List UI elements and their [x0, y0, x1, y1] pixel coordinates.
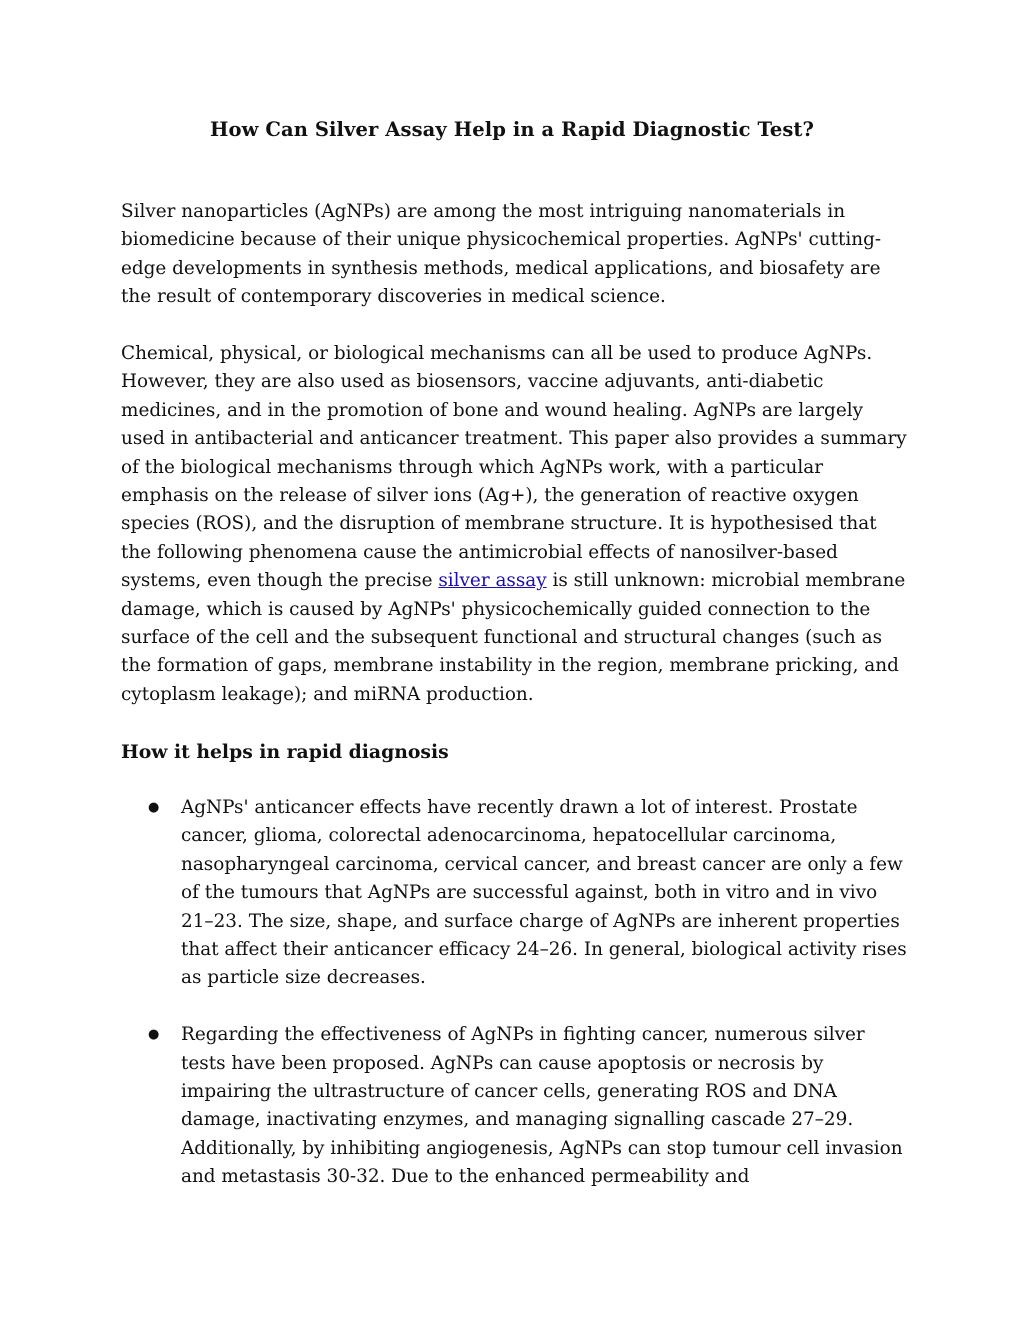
silver-assay-link[interactable]: silver assay	[438, 570, 547, 592]
bullet-list	[0, 794, 1024, 1220]
paragraph-text-before-link: Chemical, physical, or biological mechanisms can all be used to produce AgNPs. However, they are also used as biosensors, vaccine adjuvants, anti-diabetic medicines, and in the promotion of bone and wound healing. AgNPs are largely used in antibacterial and anticancer treatment. This paper also provides a summary of the biological mechanisms through which AgNPs work, with a particular emphasis on the release of silver ions (Ag+), the generation of reactive oxygen species (ROS), and the disruption of membrane structure. It is hypothesised that the following phenomena cause the antimicrobial effects of nanosilver-based systems, even though the precise	[121, 343, 907, 592]
list-item	[0, 794, 1024, 993]
paragraph-text-after-link: is still unknown: microbial membrane damage, which is caused by AgNPs' physicochemically guided connection to the surface of the cell and the subsequent functional and structural changes (such as the formation of gaps, membrane instability in the region, membrane pricking, and cytoplasm leakage); and miRNA production.	[121, 570, 906, 705]
list-item-text: AgNPs' anticancer effects have recently drawn a lot of interest. Prostate cancer, glioma, colorectal adenocarcinoma, hepatocellular carcinoma, nasopharyngeal carcinoma, cervical cancer, and breast cancer are only a few of the tumours that AgNPs are successful against, both in vitro and in vivo 21–23. The size, shape, and surface charge of AgNPs are inherent properties that affect their anticancer efficacy 24–26. In general, biological activity rises as particle size decreases.	[181, 797, 907, 989]
list-item	[0, 1021, 1024, 1191]
bullet-icon: ●	[148, 800, 160, 815]
document-title: How Can Silver Assay Help in a Rapid Diagnostic Test?	[209, 118, 815, 141]
list-item-text: Regarding the effectiveness of AgNPs in fighting cancer, numerous silver tests have been proposed. AgNPs can cause apoptosis or necrosis by impairing the ultrastructure of cancer cells, generating ROS and DNA damage, inactivating enzymes, and managing signalling cascade 27–29. Additionally, by inhibiting angiogenesis, AgNPs can stop tumour cell invasion and metastasis 30-32. Due to the enhanced permeability and	[181, 1024, 903, 1188]
section-heading: How it helps in rapid diagnosis	[121, 741, 449, 763]
mechanisms-paragraph	[121, 340, 911, 709]
intro-paragraph: Silver nanoparticles (AgNPs) are among the most intriguing nanomaterials in biomedicine because of their unique physicochemical properties. AgNPs' cutting-edge developments in synthesis methods, medical applications, and biosafety are the result of contemporary discoveries in medical science.	[121, 201, 882, 308]
bullet-icon: ●	[148, 1027, 160, 1043]
